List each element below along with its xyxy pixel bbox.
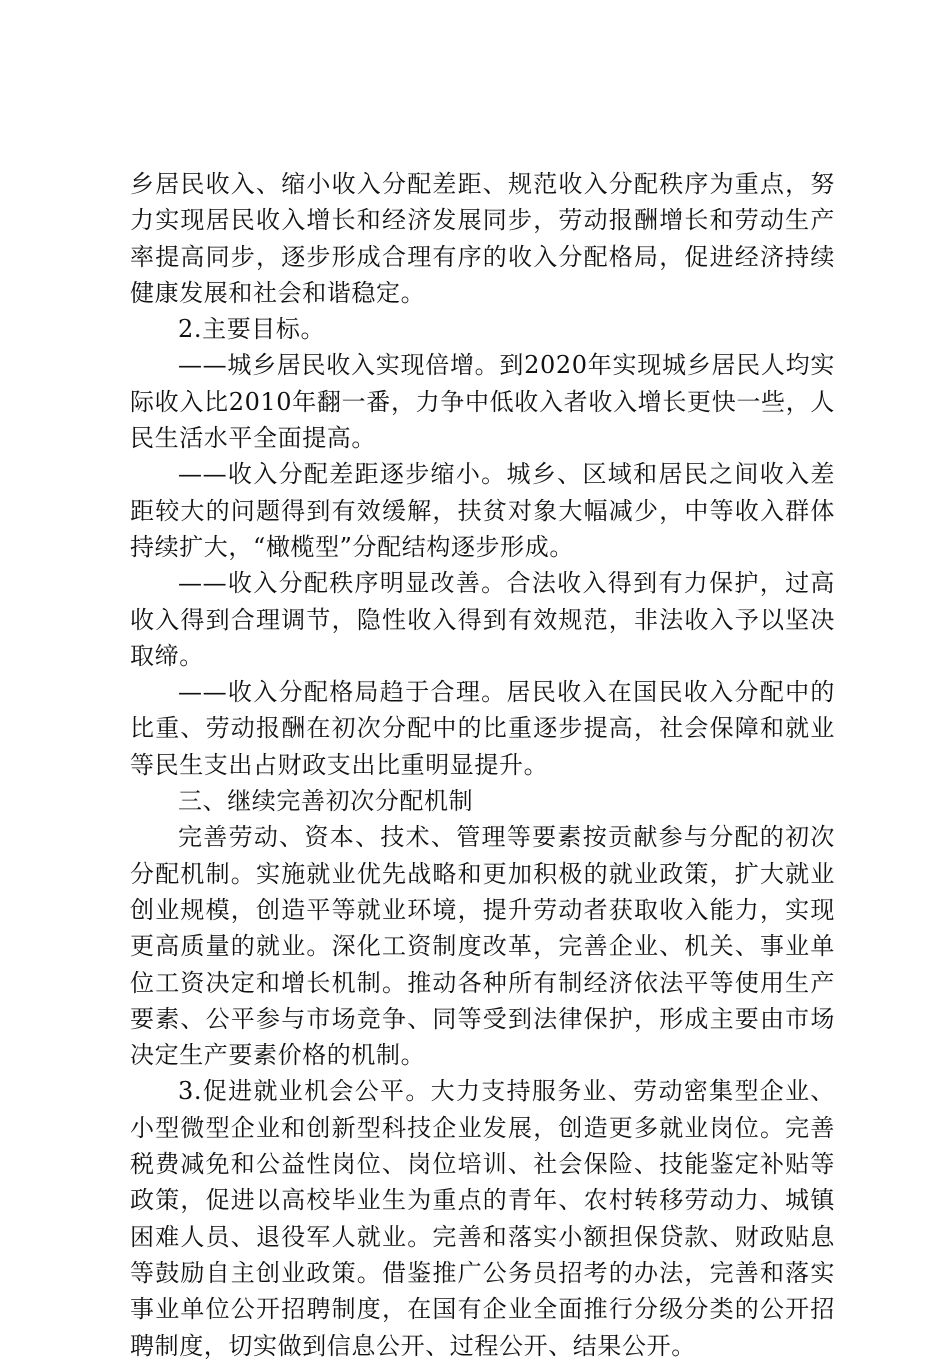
paragraph-intro-continuation: 乡居民收入、缩小收入分配差距、规范收入分配秩序为重点，努力实现居民收入增长和经济发展同步，劳动报酬增长和劳动生产率提高同步，逐步形成合理有序的收入分配格局，促进经济持续健康发展和社会和谐稳定。: [130, 170, 835, 307]
paragraph-goal-income-doubling: ——城乡居民收入实现倍增。到2020年实现城乡居民人均实际收入比2010年翻一番，力争中低收入者收入增长更快一些，人民生活水平全面提高。: [130, 351, 835, 453]
paragraph-employment-fairness: 3.促进就业机会公平。大力支持服务业、劳动密集型企业、小型微型企业和创新型科技企业发展，创造更多就业岗位。完善税费减免和公益性岗位、岗位培训、社会保险、技能鉴定补贴等政策，促进以高校毕业生为重点的青年、农村转移劳动力、城镇困难人员、退役军人就业。完善和落实小额担保贷款、财政贴息等鼓励自主创业政策。借鉴推广公务员招考的办法，完善和落实事业单位公开招聘制度，在国有企业全面推行分级分类的公开招聘制度，切实做到信息公开、过程公开、结果公开。: [130, 1077, 835, 1360]
paragraph-goal-gap-narrowing: ——收入分配差距逐步缩小。城乡、区域和居民之间收入差距较大的问题得到有效缓解，扶贫对象大幅减少，中等收入群体持续扩大，“橄榄型”分配结构逐步形成。: [130, 460, 835, 561]
document-body: [130, 166, 835, 1364]
paragraph-primary-distribution: 完善劳动、资本、技术、管理等要素按贡献参与分配的初次分配机制。实施就业优先战略和更加积极的就业政策，扩大就业创业规模，创造平等就业环境，提升劳动者获取收入能力，实现更高质量的就业。深化工资制度改革，完善企业、机关、事业单位工资决定和增长机制。推动各种所有制经济依法平等使用生产要素、公平参与市场竞争、同等受到法律保护，形成主要由市场决定生产要素价格的机制。: [130, 823, 835, 1070]
paragraph-goal-order-improvement: ——收入分配秩序明显改善。合法收入得到有力保护，过高收入得到合理调节，隐性收入得到有效规范，非法收入予以坚决取缔。: [130, 569, 835, 670]
paragraph-heading-main-goals: 2.主要目标。: [178, 315, 326, 344]
paragraph-goal-structure-rational: ——收入分配格局趋于合理。居民收入在国民收入分配中的比重、劳动报酬在初次分配中的比重逐步提高，社会保障和就业等民生支出占财政支出比重明显提升。: [130, 678, 835, 779]
section-heading-primary-distribution: 三、继续完善初次分配机制: [178, 787, 474, 816]
